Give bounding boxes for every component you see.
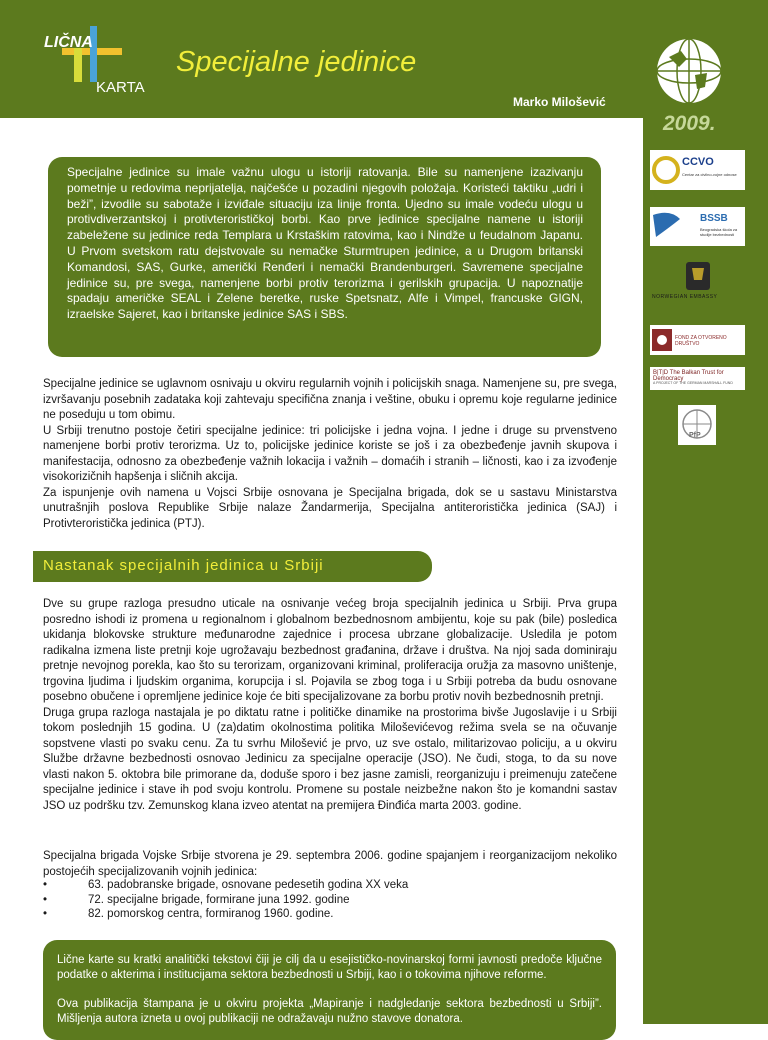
sponsor-norway-name: NORWEGIAN EMBASSY [652, 294, 718, 300]
brigade-paragraph: Specijalna brigada Vojske Srbije stvorena je 29. septembra 2006. godine spajanjem i reorganizacijom nekoliko postojećih specijalizovanih vojnih jedinica: [43, 850, 617, 878]
licna-karta-logo [40, 26, 145, 106]
sponsor-btd-logo [650, 367, 745, 390]
globe-icon [655, 37, 723, 105]
section-heading: Nastanak specijalnih jedinica u Srbiji [43, 557, 324, 574]
section-origins [43, 597, 617, 814]
logo-text-top: LIČNA [44, 34, 93, 51]
sponsor-norway-logo [650, 258, 745, 308]
sponsor-pfp-name: PfP [689, 432, 701, 439]
sponsor-ccvo-sub: Centar za civilno-vojne odnose [682, 172, 737, 177]
bullet-marker: • [43, 908, 48, 920]
author-name: Marko Milošević [513, 95, 606, 109]
list-item-text: 72. specijalne brigade, formirane juna 1992. godine [88, 893, 350, 906]
sponsor-bssb-sub: Beogradska škola za studije bezbednosti [700, 227, 738, 237]
origins-paragraph-2: Druga grupa razloga nastajala je po diktatu ratne i političke dinamike na prostorima bivše Jugoslavije i u Srbiji tokom poslednjih 15 godina. U (za)datim okolnostima politika Miloševićevog režima svela se na očuvanje sopstvene vlasti po svaku cenu. Za tu svrhu Milošević je prvo, uz sve ostalo, militarizovao policiju, a u okviru Službe državne bezbednosti osnovao Jedinicu za specijalne operacije (JSO). Ne čudi, stoga, to da su nove vlasti nakon 5. oktobra bile primorane da, doduše sporo i bez jasne zamisli, reorganizuju i preimenuju zatečene specijalne jedinice i stave ih pod svoju kontrolu. Promene su postale neizbežne nakon što je komandni sastav JSO uz podršku tzv. Zemunskog klana izveo atentat na premijera Đinđića marta 2003. godine. [43, 706, 617, 812]
logo-text-bottom: KARTA [96, 79, 145, 96]
sponsor-fod-logo [650, 325, 745, 355]
footer-paragraph-1: Lične karte su kratki analitički tekstovi čiji je cilj da u esejističko-novinarskoj formi javnosti predoče ključne podatke o akterima i institucijama sektora bezbednosti u Srbiji, kao i o tokovima njihove reforme. [57, 954, 602, 981]
sponsor-btd-sub: A PROJECT OF THE GERMAN MARSHALL FUND [653, 381, 733, 385]
sponsor-btd-name: B|T|D The Balkan Trust for Democracy [653, 370, 724, 382]
section-overview [43, 377, 617, 532]
pfp-globe-icon [678, 405, 716, 445]
intro-box [48, 157, 601, 357]
sponsor-ccvo-logo [650, 150, 745, 190]
list-item-text: 82. pomorskog centra, formiranog 1960. godine. [88, 908, 334, 920]
sponsor-bssb-name: BSSB [700, 213, 728, 224]
year-label: 2009. [663, 112, 716, 135]
section-brigade [43, 849, 617, 880]
footer-box [43, 940, 616, 1040]
section-heading-bar [33, 551, 432, 582]
list-item [43, 893, 543, 908]
origins-paragraph-1: Dve su grupe razloga presudno uticale na osnivanje većeg broja specijalnih jedinica u Srbiji. Prva grupa posredno ishodi iz promena u regionalnom i globalnom bezbednosnom ambijentu, koje su pak (bile) posledica ukidanja blokovske strukture međunarodne zajednice i procesa ubrzane globalizacije. Usledila je potom radikalna izmena liste pretnji koje ugrožavaju bezbednost građanina, države i društva. Na njoj sada dominiraju pretnje nevojnog porekla, kao što su terorizam, organizovani kriminal, proliferacija oružja za masovno uništenje, trgovina ljudima i ljudskim organima, korupcija i sl. Pojavila se zbog toga i u Srbiji potreba da budu osnovane posebno obučene i opremljene jedinice koje će biti specijalizovane za borbu protiv novih bezbednosnih pretnji. [43, 598, 617, 703]
bullet-marker: • [43, 893, 48, 906]
footer-paragraph-2: Ova publikacija štampana je u okviru projekta „Mapiranje i nadgledanje sektora bezbednosti u Srbiji”. Mišljenja autora izneta u ovoj publikaciji ne odražavaju nužno stavove donatora. [57, 998, 602, 1025]
intro-text: Specijalne jedinice su imale važnu ulogu u istoriji ratovanja. Bile su namenjene izazivanju pometnje u redovima neprijatelja, najčešće u pozadini njegovih položaja. Koristeći taktiku „udri i beži”, izvodile su sabotaže i izviđale situaciju iza linije fronta. Ujedno su imale vodeću ulogu u protivdiverzantskoj i protivterorističkoj borbi. Kao prve jedinice specijalne namene u istoriji zabeležene su jedinice reda Templara u Krstaškim ratovima, kao i Nindže u feudalnom Japanu. U Prvom svetskom ratu dejstvovale su nemačke Sturmtrupen jedinice, a u Drugom britanski Komandosi, SAS, Gurke, američki Renđeri i nemački Brandenburgeri. Savremene specijalne jedinice su, pre svega, namenjene borbi protiv terorizma i gerilskih grupacija. U napoznatije spadaju američke SEAL i Zelene beretke, ruske Spetsnatz, Alfe i Vimpel, francuske GIGN, izraelske Sajeret, kao i britanske jedinice SAS i SBS. [67, 165, 583, 322]
norway-crest-icon [650, 258, 745, 308]
list-item [43, 907, 543, 922]
sponsor-pfp-logo [678, 405, 716, 445]
sponsor-bssb-logo [650, 207, 745, 246]
overview-paragraph-3: Za ispunjenje ovih namena u Vojsci Srbije osnovana je Specijalna brigada, dok se u sastavu Ministarstva unutrašnjih poslova Republike Srbije nalaze Žandarmerija, Specijalna antiteroristička jedinica (SAJ) i Protivteroristička jedinica (PTJ). [43, 486, 617, 530]
brigade-list [43, 878, 543, 922]
overview-paragraph-2: U Srbiji trenutno postoje četiri specijalne jedinice: tri policijske i jedna vojna. I jedne i druge su prvenstveno namenjene borbi protiv terorizma. Uz to, policijske jedinice koriste se još i za obezbeđenje javnih skupova i manifestacija, odnosno za obezbeđenje važnih lokacija i važnih – domaćih i stranih – ličnosti, kao i za izvođenje visokorizičnih hapšenja i sličnih akcija. [43, 424, 617, 483]
bullet-marker: • [43, 879, 48, 891]
sponsor-ccvo-name: CCVO [682, 156, 714, 168]
page-title: Specijalne jedinice [176, 46, 417, 78]
list-item [43, 878, 543, 893]
overview-paragraph-1: Specijalne jedinice se uglavnom osnivaju u okviru regularnih vojnih i policijskih snaga. Namenjene su, pre svega, izvršavanju posebnih zadataka koji zahtevaju specifična znanja i veštine, obuku i opremu koje regularne jedinice ne poseduju u tom obimu. [43, 378, 617, 421]
list-item-text: 63. padobranske brigade, osnovane pedesetih godina XX veka [88, 879, 409, 891]
sponsor-fod-name: FOND ZA OTVORENO DRUŠTVO [675, 335, 727, 347]
